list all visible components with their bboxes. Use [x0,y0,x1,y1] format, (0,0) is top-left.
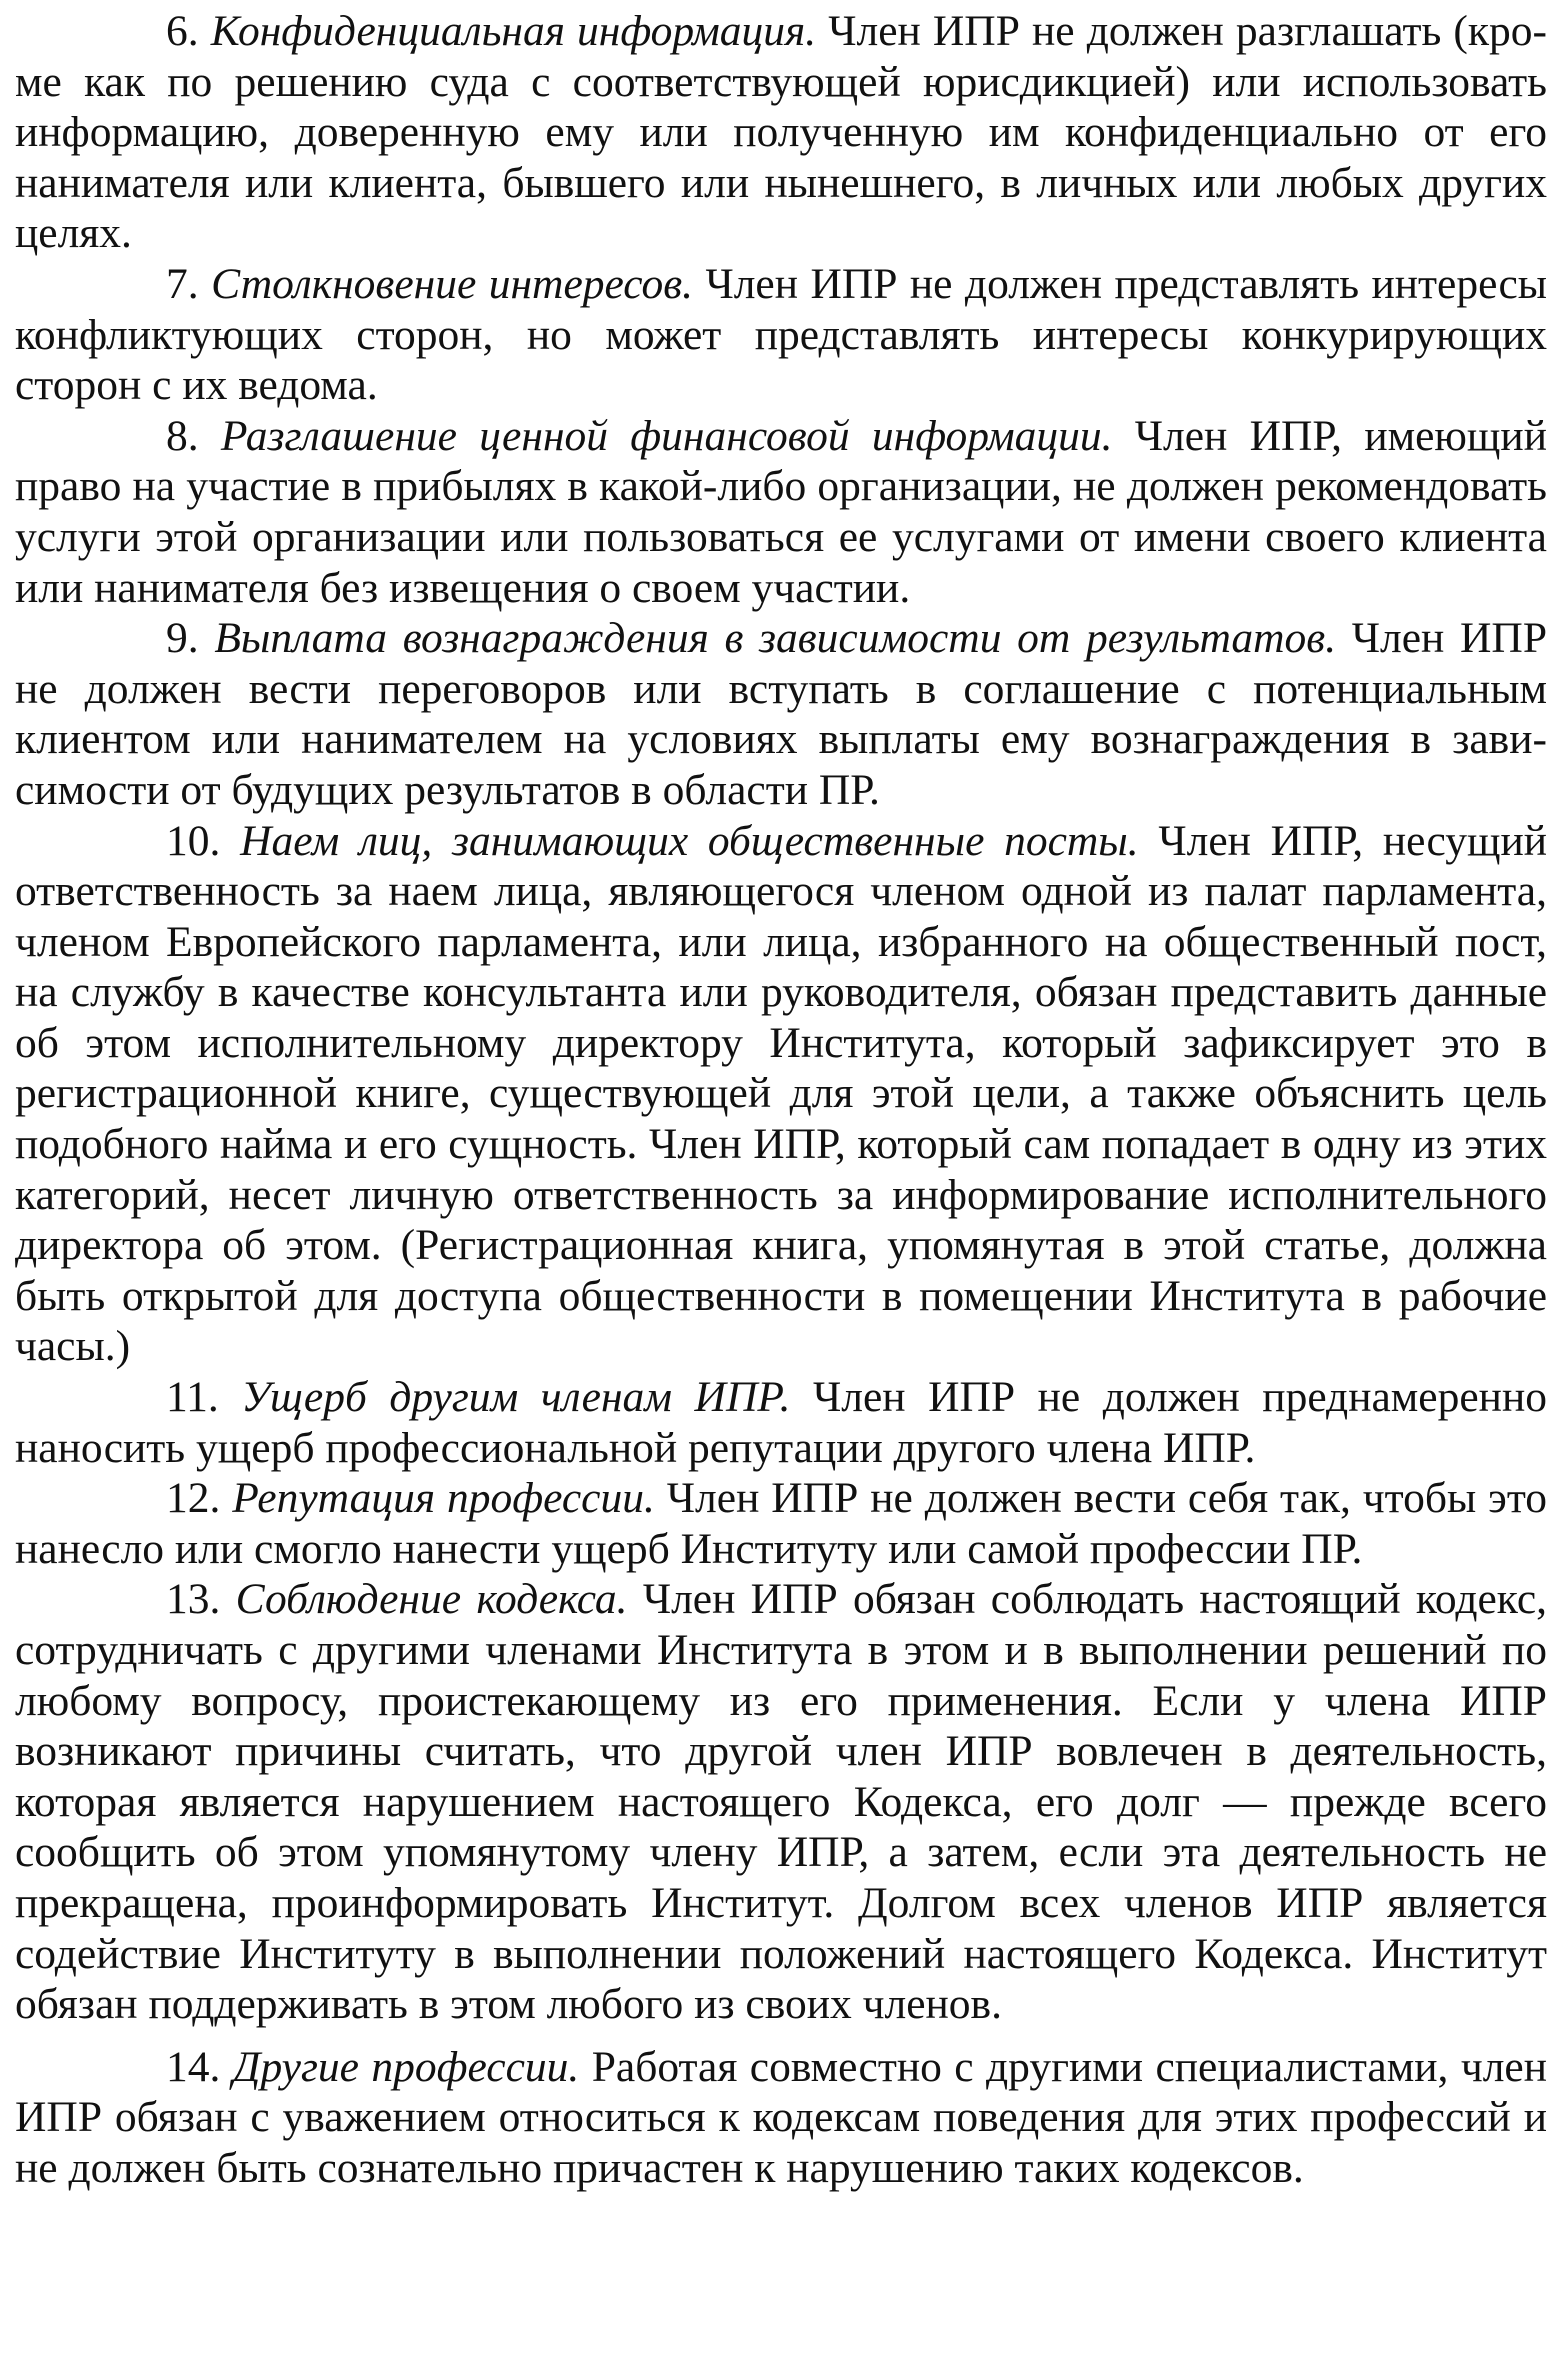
clause-11 [15,1372,1547,1473]
clause-text: Член ИПР, имеющий право на участие в прибылях в какой-либо организации, не должен рекомендовать услуги этой организации или пользоваться ее услугами от имени своего клиента или нанимателя без извещения о своем участии. [15,411,1547,612]
clause-7 [15,259,1547,411]
clause-text: Член ИПР не должен преднамеренно наносить ущерб профессиональной репутации другого члена ИПР. [15,1373,1547,1472]
clause-text: Член ИПР не должен вести себя так, чтобы это нанесло или смогло нанести ущерб Институту или самой профессии ПР. [15,1474,1548,1573]
clause-number: 9. [166,614,199,663]
clause-title: Репутация профессии. [232,1474,655,1523]
clause-10 [15,816,1547,1373]
clause-title: Другие профессии. [232,2042,580,2091]
clause-number: 7. [166,259,199,308]
clause-title: Ущерб другим членам ИПР. [241,1373,791,1422]
clause-title: Выплата вознаграждения в зависимости от результатов. [214,614,1337,663]
clause-9 [15,613,1547,815]
clause-6 [15,6,1547,259]
clause-number: 11. [166,1373,219,1422]
clause-text: Член ИПР не должен разглашать (кроме как по решению суда с соответствующей юрисдикцией) или использовать информацию, доверенную ему или полученную им конфиденциально от его нанимателя или клиента, бывшего или нынешнего, в личных или любых других целях. [15,7,1548,258]
clause-12 [15,1473,1547,1574]
clause-14 [15,2042,1547,2194]
clause-text: Работая совместно с другими специалистами, член ИПР обязан с уважением относиться к кодексам поведения для этих профессий и не должен быть сознательно причастен к нарушению таких кодексов. [15,2042,1548,2192]
clause-text: Член ИПР не должен вести переговоров или вступать в соглашение с потенциальным клиентом или нанимателем на условиях выплаты ему вознаграждения в зависимости от будущих результатов в области ПР. [15,614,1548,814]
clause-number: 12. [166,1474,221,1523]
clause-title: Конфиденциальная информация. [210,7,817,55]
clause-title: Разглашение ценной финансовой информации. [220,411,1113,460]
clause-number: 13. [166,1575,221,1624]
clause-title: Столкновение интересов. [211,259,693,308]
clause-text: Член ИПР не должен представлять интересы конфликтующих сторон, но может представлять интересы конкурирующих сторон с их ведома. [15,259,1548,410]
clause-13 [15,1574,1547,2029]
clause-text: Член ИПР, несущий ответственность за наем лица, являющегося членом одной из палат парламента, членом Европейского парламента, или лица, избранного на общественный пост, на службу в качестве консультанта или руководителя, обязан представить данные об этом исполнительному директору Института, который зафиксирует это в регистрационной книге, существующей для этой цели, а также объяснить цель подобного найма и его сущность. Член ИПР, который сам попадает в одну из этих категорий, несет личную ответственность за информирование исполнительного директора об этом. (Регистрационная книга, упомянутая в этой статье, должна быть открытой для доступа общественности в помещении Института в рабочие часы.) [15,816,1548,1371]
clause-text: Член ИПР обязан соблюдать настоящий кодекс, сотрудничать с другими членами Института в этом и в выполнении решений по любому вопросу, проистекающему из его применения. Если у члена ИПР возникают причины считать, что другой член ИПР вовлечен в деятельность, которая является нарушением настоящего Кодекса, его долг — прежде всего сообщить об этом упомянутому члену ИПР, а затем, если эта деятельность не прекращена, проинформировать Институт. Долгом всех членов ИПР является содействие Институту в выполнении положений настоящего Кодекса. Институт обязан поддерживать в этом любого из своих членов. [15,1575,1548,2029]
clause-number: 10. [166,816,221,865]
clause-number: 6. [166,7,199,55]
clause-title: Наем лиц, занимающих общественные посты. [240,816,1139,865]
document-page [15,6,1547,2194]
clause-number: 14. [166,2042,221,2091]
clause-title: Соблюдение кодекса. [235,1575,628,1624]
clause-8 [15,411,1547,613]
clause-number: 8. [166,411,199,460]
